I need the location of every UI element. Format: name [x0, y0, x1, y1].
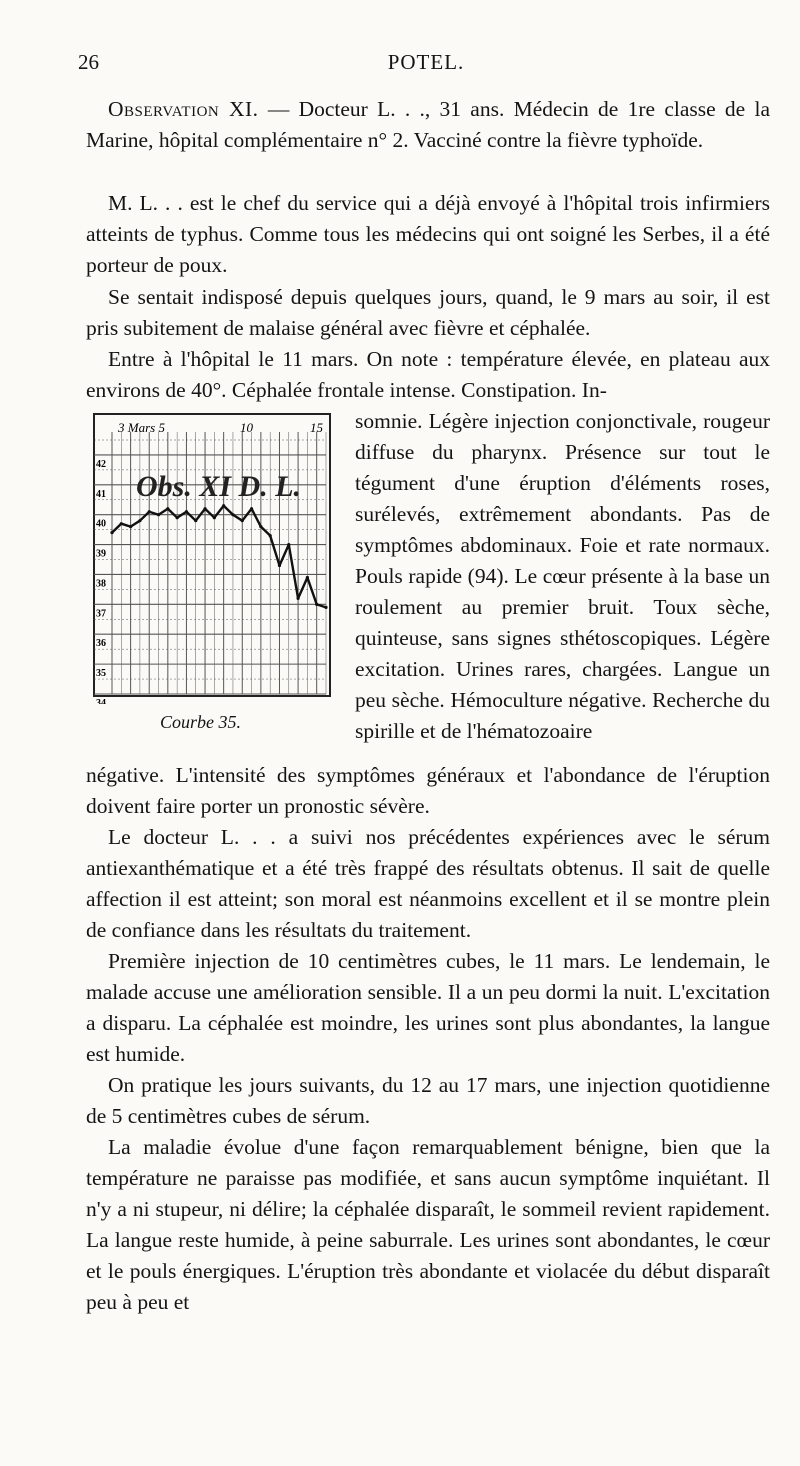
- temperature-point: [250, 507, 253, 510]
- temperature-point: [278, 564, 281, 567]
- temperature-point: [241, 519, 244, 522]
- temperature-point: [120, 522, 123, 525]
- paragraph-doctor: Le docteur L. . . a suivi nos précédentes expériences avec le sérum antiexanthématique et a été très frappé des résultats obtenus. Il sait de quelle affection il est atteint; son moral est néanmoins excellent et il se montre plein de confiance dans les résultats du traitement.: [86, 825, 770, 942]
- running-title: POTEL.: [387, 50, 465, 74]
- figure-caption: Courbe 35.: [160, 712, 241, 732]
- temperature-point: [259, 525, 262, 528]
- temperature-point: [213, 516, 216, 519]
- page-number: 26: [78, 50, 99, 74]
- paragraph-prognosis: négative. L'intensité des symptômes généraux et l'abondance de l'éruption doivent faire porter un pronostic sévère.: [86, 763, 770, 818]
- temperature-point: [296, 597, 299, 600]
- y-tick-label: 41: [96, 488, 106, 500]
- temperature-point: [110, 531, 113, 534]
- temperature-point: [129, 525, 132, 528]
- temperature-point: [203, 507, 206, 510]
- temperature-point: [231, 513, 234, 516]
- y-tick-label: 38: [96, 578, 106, 590]
- y-tick-label: 42: [96, 458, 106, 470]
- temperature-point: [157, 513, 160, 516]
- chart-y-ticks: [96, 459, 106, 704]
- chart-header-mark-15: 15: [310, 420, 323, 435]
- temperature-point: [269, 534, 272, 537]
- temperature-chart: [88, 410, 336, 704]
- observation-label: Observation XI.: [108, 97, 259, 121]
- paragraph-symptoms-wrapped: somnie. Légère injection conjonctivale, rougeur diffuse du pharynx. Présence sur tout le tégument d'une éruption d'éléments roses, surélevés, extrêmement abondants. Pas de symptômes abdominaux. Foie et rate normaux. Pouls rapide (94). Le cœur présente à la base un roulement au premier bruit. Toux sèche, quinteuse, sans signes sthétoscopiques. Légère excitation. Urines rares, chargées. Langue un peu sèche. Hémoculture négative. Recherche du spirille et de l'hématozoaire: [355, 409, 770, 743]
- y-tick-label: 36: [96, 638, 106, 650]
- chart-header-mark-start: 3 Mars 5: [118, 420, 165, 435]
- paragraph-service: M. L. . . est le chef du service qui a déjà envoyé à l'hôpital trois infirmiers atteints de typhus. Comme tous les médecins qui ont soigné les Serbes, il a été porteur de poux.: [86, 191, 770, 277]
- y-tick-label: 34: [96, 698, 106, 704]
- temperature-point: [324, 606, 327, 609]
- observation-text: — Docteur L. . ., 31 ans. Médecin de 1re classe de la Marine, hôpital complémentaire n° 2. Vacciné contre la fièvre typhoïde.: [86, 97, 770, 152]
- temperature-point: [176, 516, 179, 519]
- y-tick-label: 35: [96, 668, 106, 680]
- temperature-point: [138, 519, 141, 522]
- paragraph-daily-injection: On pratique les jours suivants, du 12 au 17 mars, une injection quotidienne de 5 centimètres cubes de sérum.: [86, 1073, 770, 1128]
- temperature-point: [166, 507, 169, 510]
- paragraph-observation: [86, 94, 770, 156]
- temperature-point: [222, 504, 225, 507]
- page-header: [76, 50, 776, 80]
- paragraph-admission: Entre à l'hôpital le 11 mars. On note : température élevée, en plateau aux environs de 40°. Céphalée frontale intense. Constipation. In-: [86, 347, 770, 402]
- paragraph-first-injection: Première injection de 10 centimètres cubes, le 11 mars. Le lendemain, le malade accuse une amélioration sensible. Il a un peu dormi la nuit. L'excitation a disparu. La céphalée est moindre, les urines sont plus abondantes, la langue est humide.: [86, 949, 770, 1066]
- temperature-point: [148, 510, 151, 513]
- paragraph-onset: Se sentait indisposé depuis quelques jours, quand, le 9 mars au soir, il est pris subitement de malaise général avec fièvre et céphalée.: [86, 285, 770, 340]
- temperature-point: [315, 603, 318, 606]
- temperature-point: [306, 576, 309, 579]
- temperature-chart-svg: [88, 410, 336, 704]
- temperature-point: [194, 519, 197, 522]
- y-tick-label: 37: [96, 608, 106, 620]
- y-tick-label: 40: [96, 518, 106, 530]
- temperature-point: [185, 510, 188, 513]
- temperature-point: [287, 543, 290, 546]
- y-tick-label: 39: [96, 548, 106, 560]
- chart-handwritten-title: Obs. XI D. L.: [136, 470, 302, 503]
- chart-frame: [94, 414, 330, 696]
- chart-header-mark-10: 10: [240, 420, 253, 435]
- paragraph-evolution: La maladie évolue d'une façon remarquablement bénigne, bien que la température ne paraisse pas modifiée, et sans aucun symptôme inquiétant. Il n'y a ni stupeur, ni délire; la céphalée disparaît, le sommeil revient rapidement. La langue reste humide, à peine saburrale. Les urines sont abondantes, le cœur et le pouls énergiques. L'éruption très abondante et violacée du début disparaît peu à peu et: [86, 1135, 770, 1314]
